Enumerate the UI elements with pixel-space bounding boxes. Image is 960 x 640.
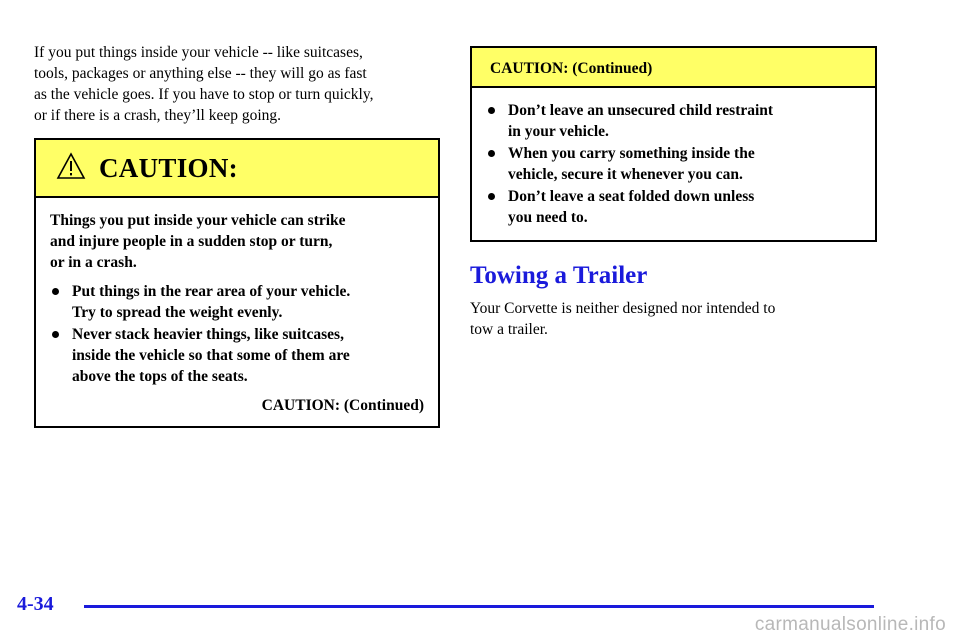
bullet-line: inside the vehicle so that some of them are — [72, 347, 350, 364]
section-paragraph — [470, 298, 850, 340]
intro-paragraph — [34, 42, 434, 126]
caution-box-continued — [470, 46, 877, 242]
caution-continued-title: CAUTION: (Continued) — [490, 60, 653, 77]
watermark: carmanualsonline.info — [754, 614, 946, 635]
bullet-line: vehicle, secure it whenever you can. — [508, 166, 743, 183]
bullet-line: Never stack heavier things, like suitcases, — [72, 326, 344, 343]
caution-bullet-item — [486, 143, 861, 185]
page-number: 4-34 — [17, 593, 54, 615]
warning-triangle-icon — [56, 152, 86, 180]
caution-bullet-item — [486, 100, 861, 142]
caution-line: or in a crash. — [50, 254, 137, 271]
section-line: Your Corvette is neither designed nor intended to — [470, 300, 776, 317]
caution-line: Things you put inside your vehicle can strike — [50, 212, 346, 229]
intro-line: as the vehicle goes. If you have to stop or turn quickly, — [34, 86, 374, 103]
caution-body — [472, 88, 875, 228]
caution-bullet-list — [486, 100, 861, 228]
bullet-line: Try to spread the weight evenly. — [72, 304, 283, 321]
caution-header — [472, 48, 875, 88]
caution-bullet-list — [50, 281, 424, 387]
bullet-dot-icon — [488, 193, 495, 200]
caution-paragraph — [50, 210, 424, 273]
bullet-line: When you carry something inside the — [508, 145, 755, 162]
caution-body — [36, 198, 438, 416]
intro-line: tools, packages or anything else -- they will go as fast — [34, 65, 367, 82]
bullet-line: Put things in the rear area of your vehicle. — [72, 283, 351, 300]
bullet-dot-icon — [488, 107, 495, 114]
caution-bullet-item — [50, 281, 424, 323]
intro-line: or if there is a crash, they’ll keep going. — [34, 107, 282, 124]
bullet-dot-icon — [488, 150, 495, 157]
bullet-line: Don’t leave an unsecured child restraint — [508, 102, 774, 119]
footer-rule — [84, 605, 874, 608]
caution-continued-label: CAUTION: (Continued) — [261, 397, 424, 414]
intro-line: If you put things inside your vehicle -- like suitcases, — [34, 44, 363, 61]
bullet-line: in your vehicle. — [508, 123, 609, 140]
caution-bullet-item — [486, 186, 861, 228]
bullet-dot-icon — [52, 331, 59, 338]
caution-bullet-item — [50, 324, 424, 387]
caution-title: CAUTION: — [99, 153, 238, 183]
section-heading: Towing a Trailer — [470, 262, 648, 289]
caution-header — [36, 140, 438, 198]
caution-line: and injure people in a sudden stop or turn, — [50, 233, 333, 250]
bullet-line: Don’t leave a seat folded down unless — [508, 188, 755, 205]
bullet-line: above the tops of the seats. — [72, 368, 248, 385]
caution-box — [34, 138, 440, 428]
section-line: tow a trailer. — [470, 321, 548, 338]
bullet-line: you need to. — [508, 209, 588, 226]
bullet-dot-icon — [52, 288, 59, 295]
